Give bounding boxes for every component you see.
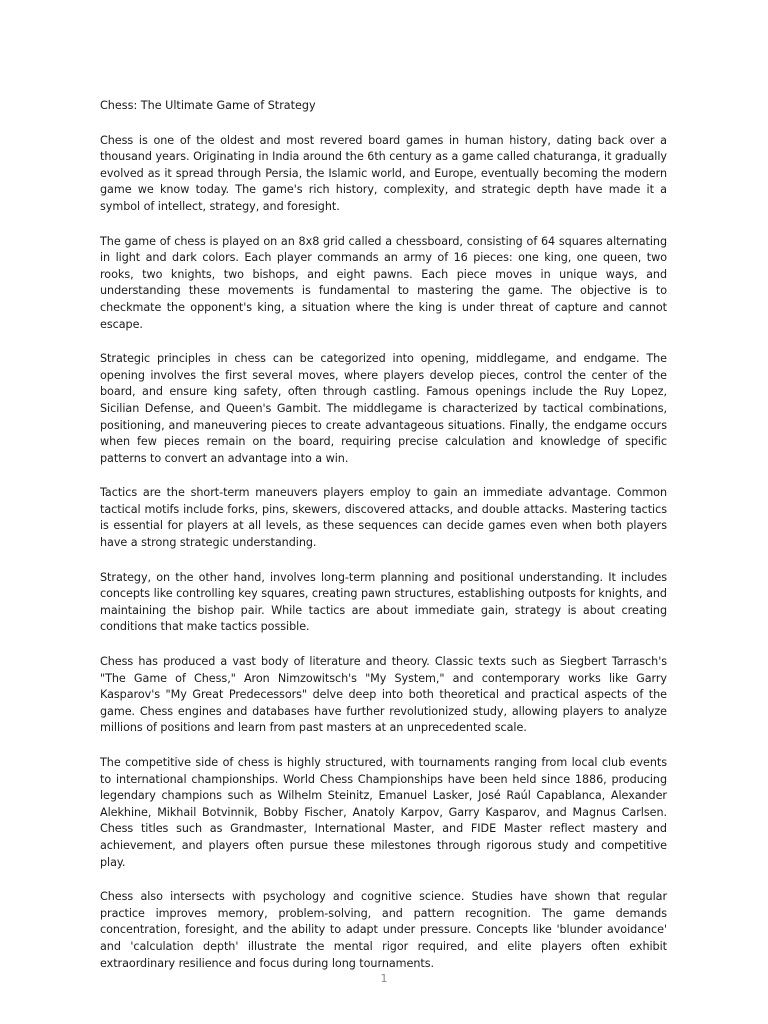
- paragraph-phases: Strategic principles in chess can be categorized into opening, middlegame, and endgame. The opening involves the first several moves, where players develop pieces, control the center of the board, and ensure king safety, often through castling. Famous openings include the Ruy Lopez, Sicilian Defense, and Queen's Gambit. The middlegame is characterized by tactical combinations, positioning, and maneuvering pieces to create advantageous situations. Finally, the endgame occurs when few pieces remain on the board, requiring precise calculation and knowledge of specific patterns to convert an advantage into a win.: [100, 352, 667, 465]
- page-number: 1: [380, 972, 388, 985]
- paragraph-psychology: Chess also intersects with psychology and cognitive science. Studies have shown that regular practice improves memory, problem-solving, and pattern recognition. The game demands concentration, foresight, and the ability to adapt under pressure. Concepts like 'blunder avoidance' and 'calculation depth' illustrate the mental rigor required, and elite players often exhibit extraordinary resilience and focus during long tournaments.: [100, 890, 667, 970]
- paragraph-rules: The game of chess is played on an 8x8 grid called a chessboard, consisting of 64 squares alternating in light and dark colors. Each player commands an army of 16 pieces: one king, one queen, two rooks, two knights, two bishops, and eight pawns. Each piece moves in unique ways, and understanding these movements is fundamental to mastering the game. The objective is to checkmate the opponent's king, a situation where the king is under threat of capture and cannot escape.: [100, 234, 667, 331]
- paragraph-literature: Chess has produced a vast body of literature and theory. Classic texts such as Siegbert Tarrasch's "The Game of Chess," Aron Nimzowitsch's "My System," and contemporary works like Garry Kasparov's "My Great Predecessors" delve deep into both theoretical and practical aspects of the game. Chess engines and databases have further revolutionized study, allowing players to analyze millions of positions and learn from past masters at an unprecedented scale.: [100, 655, 667, 735]
- document-body: [100, 98, 667, 990]
- paragraph-competition: The competitive side of chess is highly structured, with tournaments ranging from local club events to international championships. World Chess Championships have been held since 1886, producing legendary champions such as Wilhelm Steinitz, Emanuel Lasker, José Raúl Capablanca, Alexander Alekhine, Mikhail Botvinnik, Bobby Fischer, Anatoly Karpov, Garry Kasparov, and Magnus Carlsen. Chess titles such as Grandmaster, International Master, and FIDE Master reflect mastery and achievement, and players often pursue these milestones through rigorous study and competitive play.: [100, 756, 667, 869]
- paragraph-strategy: Strategy, on the other hand, involves long-term planning and positional understanding. It includes concepts like controlling key squares, creating pawn structures, establishing outposts for knights, and maintaining the bishop pair. While tactics are about immediate gain, strategy is about creating conditions that make tactics possible.: [100, 570, 667, 634]
- paragraph-history: Chess is one of the oldest and most revered board games in human history, dating back over a thousand years. Originating in India around the 6th century as a game called chaturanga, it gradually evolved as it spread through Persia, the Islamic world, and Europe, eventually becoming the modern game we know today. The game's rich history, complexity, and strategic depth have made it a symbol of intellect, strategy, and foresight.: [100, 133, 667, 213]
- document-title: Chess: The Ultimate Game of Strategy: [100, 99, 316, 112]
- paragraph-tactics: Tactics are the short-term maneuvers players employ to gain an immediate advantage. Common tactical motifs include forks, pins, skewers, discovered attacks, and double attacks. Mastering tactics is essential for players at all levels, as these sequences can decide games even when both players have a strong strategic understanding.: [100, 486, 667, 550]
